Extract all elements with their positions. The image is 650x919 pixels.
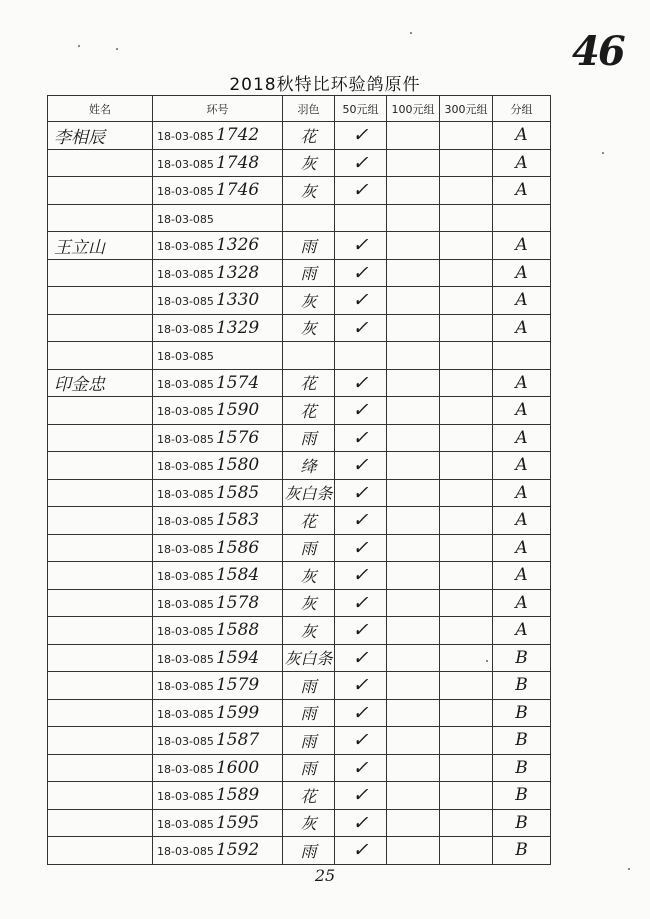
- group-50-check-cell: ✓: [335, 782, 387, 810]
- ring-handwritten-number: 1742: [215, 125, 260, 146]
- feather-color-cell: 雨: [283, 837, 335, 865]
- ring-number-cell: [153, 122, 283, 150]
- ring-prefix: 18-03-085: [157, 515, 214, 529]
- registration-table-wrap: [47, 95, 551, 865]
- page-number: 46: [572, 28, 624, 75]
- ring-prefix: 18-03-085: [157, 487, 214, 501]
- ring-number-cell: [153, 397, 283, 425]
- table-row: [48, 699, 551, 727]
- group-50-check-cell: ✓: [335, 589, 387, 617]
- group-100-check-cell: [387, 644, 440, 672]
- group-letter-cell: A: [493, 259, 551, 287]
- scan-speck: [628, 868, 630, 870]
- table-row: [48, 397, 551, 425]
- ring-handwritten-number: 1583: [215, 510, 260, 531]
- ring-number-cell: [153, 672, 283, 700]
- ring-number-cell: [153, 204, 283, 232]
- owner-name-cell: [48, 644, 153, 672]
- group-letter-cell: A: [493, 122, 551, 150]
- group-50-check-cell: ✓: [335, 507, 387, 535]
- group-100-check-cell: [387, 259, 440, 287]
- group-300-check-cell: [440, 452, 493, 480]
- table-row: [48, 479, 551, 507]
- group-300-check-cell: [440, 782, 493, 810]
- group-50-check-cell: ✓: [335, 727, 387, 755]
- owner-name-cell: [48, 672, 153, 700]
- group-100-check-cell: [387, 369, 440, 397]
- group-100-check-cell: [387, 149, 440, 177]
- owner-name-cell: [48, 617, 153, 645]
- group-300-check-cell: [440, 507, 493, 535]
- table-row: [48, 672, 551, 700]
- feather-color-cell: 灰: [283, 617, 335, 645]
- group-50-check-cell: ✓: [335, 617, 387, 645]
- ring-number-cell: [153, 534, 283, 562]
- group-100-check-cell: [387, 617, 440, 645]
- group-50-check-cell: ✓: [335, 809, 387, 837]
- ring-prefix: 18-03-085: [157, 212, 214, 226]
- table-row: [48, 122, 551, 150]
- owner-name-cell: [48, 562, 153, 590]
- group-100-check-cell: [387, 562, 440, 590]
- group-300-check-cell: [440, 837, 493, 865]
- feather-color-cell: 花: [283, 397, 335, 425]
- ring-handwritten-number: 1595: [215, 812, 260, 833]
- table-row: [48, 837, 551, 865]
- ring-prefix: 18-03-085: [157, 680, 214, 694]
- group-100-check-cell: [387, 177, 440, 205]
- group-50-check-cell: ✓: [335, 177, 387, 205]
- ring-handwritten-number: 1330: [215, 290, 260, 311]
- ring-handwritten-number: 1578: [215, 592, 260, 613]
- group-100-check-cell: [387, 837, 440, 865]
- registration-table: [47, 95, 551, 865]
- owner-name-cell: 李相辰: [48, 122, 153, 150]
- ring-prefix: 18-03-085: [157, 652, 214, 666]
- feather-color-cell: 花: [283, 122, 335, 150]
- ring-handwritten-number: 1592: [215, 840, 260, 861]
- group-letter-cell: A: [493, 424, 551, 452]
- group-50-check-cell: ✓: [335, 754, 387, 782]
- group-50-check-cell: ✓: [335, 369, 387, 397]
- table-row: [48, 314, 551, 342]
- ring-number-cell: [153, 644, 283, 672]
- ring-number-cell: [153, 259, 283, 287]
- ring-handwritten-number: 1585: [215, 482, 260, 503]
- group-letter-cell: A: [493, 479, 551, 507]
- group-100-check-cell: [387, 782, 440, 810]
- scan-speck: [116, 48, 118, 50]
- group-50-check-cell: ✓: [335, 259, 387, 287]
- group-letter-cell: A: [493, 287, 551, 315]
- ring-prefix: 18-03-085: [157, 432, 214, 446]
- group-300-check-cell: [440, 122, 493, 150]
- ring-number-cell: [153, 424, 283, 452]
- ring-prefix: 18-03-085: [157, 267, 214, 281]
- table-row: [48, 424, 551, 452]
- ring-prefix: 18-03-085: [157, 185, 214, 199]
- group-letter-cell: A: [493, 177, 551, 205]
- ring-prefix: 18-03-085: [157, 350, 214, 364]
- owner-name-cell: 王立山: [48, 232, 153, 260]
- group-50-check-cell: ✓: [335, 452, 387, 480]
- footer-page-number: 25: [314, 866, 336, 885]
- owner-name-cell: [48, 727, 153, 755]
- owner-name-cell: [48, 287, 153, 315]
- owner-name-cell: [48, 424, 153, 452]
- header-group: 分组: [493, 96, 551, 122]
- scan-speck: [486, 660, 488, 662]
- ring-handwritten-number: 1580: [215, 455, 260, 476]
- group-300-check-cell: [440, 809, 493, 837]
- ring-number-cell: [153, 452, 283, 480]
- group-100-check-cell: [387, 507, 440, 535]
- group-50-check-cell: ✓: [335, 287, 387, 315]
- header-100-group: 100元组: [387, 96, 440, 122]
- ring-prefix: 18-03-085: [157, 157, 214, 171]
- ring-prefix: 18-03-085: [157, 597, 214, 611]
- ring-handwritten-number: 1748: [215, 152, 260, 173]
- feather-color-cell: 灰白条: [283, 479, 335, 507]
- ring-handwritten-number: 1329: [215, 317, 260, 338]
- ring-prefix: 18-03-085: [157, 845, 214, 859]
- group-letter-cell: B: [493, 754, 551, 782]
- ring-number-cell: [153, 177, 283, 205]
- owner-name-cell: [48, 837, 153, 865]
- owner-name-cell: [48, 177, 153, 205]
- group-letter-cell: A: [493, 397, 551, 425]
- feather-color-cell: 灰白条: [283, 644, 335, 672]
- ring-handwritten-number: 1579: [215, 675, 260, 696]
- feather-color-cell: 雨: [283, 534, 335, 562]
- group-300-check-cell: [440, 177, 493, 205]
- group-letter-cell: B: [493, 699, 551, 727]
- group-300-check-cell: [440, 644, 493, 672]
- table-row: [48, 369, 551, 397]
- group-100-check-cell: [387, 314, 440, 342]
- group-50-check-cell: ✓: [335, 672, 387, 700]
- group-300-check-cell: [440, 149, 493, 177]
- group-letter-cell: A: [493, 314, 551, 342]
- owner-name-cell: [48, 259, 153, 287]
- ring-prefix: 18-03-085: [157, 542, 214, 556]
- header-300-group: 300元组: [440, 96, 493, 122]
- header-color: 羽色: [283, 96, 335, 122]
- group-300-check-cell: [440, 589, 493, 617]
- feather-color-cell: 雨: [283, 424, 335, 452]
- ring-number-cell: [153, 617, 283, 645]
- feather-color-cell: 雨: [283, 259, 335, 287]
- owner-name-cell: [48, 589, 153, 617]
- group-50-check-cell: ✓: [335, 699, 387, 727]
- feather-color-cell: 雨: [283, 232, 335, 260]
- group-letter-cell: A: [493, 149, 551, 177]
- group-letter-cell: A: [493, 452, 551, 480]
- ring-number-cell: [153, 699, 283, 727]
- owner-name-cell: 印金忠: [48, 369, 153, 397]
- group-100-check-cell: [387, 754, 440, 782]
- table-row: [48, 232, 551, 260]
- owner-name-cell: [48, 507, 153, 535]
- group-100-check-cell: [387, 672, 440, 700]
- header-row: [48, 96, 551, 122]
- feather-color-cell: 灰: [283, 314, 335, 342]
- ring-prefix: 18-03-085: [157, 377, 214, 391]
- group-50-check-cell: [335, 204, 387, 232]
- ring-number-cell: [153, 369, 283, 397]
- group-letter-cell: B: [493, 727, 551, 755]
- feather-color-cell: [283, 204, 335, 232]
- table-row: [48, 644, 551, 672]
- sheet-title: 2018秋特比环验鸽原件: [229, 75, 421, 95]
- ring-handwritten-number: 1594: [215, 647, 260, 668]
- table-row: [48, 342, 551, 370]
- ring-number-cell: [153, 149, 283, 177]
- ring-number-cell: [153, 754, 283, 782]
- group-300-check-cell: [440, 699, 493, 727]
- group-50-check-cell: ✓: [335, 644, 387, 672]
- feather-color-cell: 花: [283, 507, 335, 535]
- ring-number-cell: [153, 314, 283, 342]
- ring-prefix: 18-03-085: [157, 405, 214, 419]
- group-letter-cell: B: [493, 644, 551, 672]
- group-300-check-cell: [440, 204, 493, 232]
- group-300-check-cell: [440, 259, 493, 287]
- group-letter-cell: A: [493, 589, 551, 617]
- group-50-check-cell: ✓: [335, 534, 387, 562]
- feather-color-cell: 花: [283, 782, 335, 810]
- group-300-check-cell: [440, 534, 493, 562]
- owner-name-cell: [48, 699, 153, 727]
- ring-number-cell: [153, 287, 283, 315]
- ring-number-cell: [153, 727, 283, 755]
- feather-color-cell: [283, 342, 335, 370]
- scan-speck: [602, 152, 604, 154]
- owner-name-cell: [48, 314, 153, 342]
- group-letter-cell: A: [493, 534, 551, 562]
- owner-name-cell: [48, 754, 153, 782]
- group-50-check-cell: ✓: [335, 314, 387, 342]
- group-100-check-cell: [387, 699, 440, 727]
- table-row: [48, 782, 551, 810]
- group-300-check-cell: [440, 562, 493, 590]
- ring-prefix: 18-03-085: [157, 817, 214, 831]
- table-row: [48, 287, 551, 315]
- ring-handwritten-number: 1574: [215, 372, 260, 393]
- ring-prefix: 18-03-085: [157, 762, 214, 776]
- header-50-group: 50元组: [335, 96, 387, 122]
- feather-color-cell: 灰: [283, 809, 335, 837]
- ring-handwritten-number: 1328: [215, 262, 260, 283]
- group-letter-cell: A: [493, 369, 551, 397]
- group-100-check-cell: [387, 424, 440, 452]
- owner-name-cell: [48, 149, 153, 177]
- ring-handwritten-number: 1584: [215, 565, 260, 586]
- group-100-check-cell: [387, 287, 440, 315]
- group-letter-cell: [493, 204, 551, 232]
- ring-prefix: 18-03-085: [157, 570, 214, 584]
- group-50-check-cell: ✓: [335, 479, 387, 507]
- owner-name-cell: [48, 342, 153, 370]
- owner-name-cell: [48, 204, 153, 232]
- scan-speck: [410, 32, 412, 34]
- group-letter-cell: [493, 342, 551, 370]
- group-300-check-cell: [440, 424, 493, 452]
- owner-name-cell: [48, 809, 153, 837]
- ring-handwritten-number: 1588: [215, 620, 260, 641]
- ring-handwritten-number: 1576: [215, 427, 260, 448]
- group-100-check-cell: [387, 809, 440, 837]
- ring-prefix: 18-03-085: [157, 790, 214, 804]
- ring-number-cell: [153, 479, 283, 507]
- table-row: [48, 452, 551, 480]
- group-300-check-cell: [440, 479, 493, 507]
- group-letter-cell: A: [493, 232, 551, 260]
- ring-handwritten-number: 1746: [215, 180, 260, 201]
- group-100-check-cell: [387, 452, 440, 480]
- ring-handwritten-number: 1599: [215, 702, 260, 723]
- owner-name-cell: [48, 397, 153, 425]
- ring-prefix: 18-03-085: [157, 130, 214, 144]
- owner-name-cell: [48, 534, 153, 562]
- feather-color-cell: 灰: [283, 177, 335, 205]
- ring-prefix: 18-03-085: [157, 625, 214, 639]
- feather-color-cell: 绛: [283, 452, 335, 480]
- table-row: [48, 809, 551, 837]
- ring-handwritten-number: 1586: [215, 537, 260, 558]
- ring-prefix: 18-03-085: [157, 460, 214, 474]
- table-row: [48, 562, 551, 590]
- scan-speck: [78, 45, 80, 47]
- group-100-check-cell: [387, 589, 440, 617]
- group-100-check-cell: [387, 232, 440, 260]
- group-50-check-cell: ✓: [335, 122, 387, 150]
- ring-number-cell: [153, 782, 283, 810]
- group-letter-cell: B: [493, 809, 551, 837]
- group-300-check-cell: [440, 369, 493, 397]
- ring-number-cell: [153, 809, 283, 837]
- group-100-check-cell: [387, 342, 440, 370]
- feather-color-cell: 灰: [283, 562, 335, 590]
- ring-number-cell: [153, 837, 283, 865]
- feather-color-cell: 花: [283, 369, 335, 397]
- group-50-check-cell: ✓: [335, 232, 387, 260]
- ring-handwritten-number: 1600: [215, 757, 260, 778]
- group-50-check-cell: ✓: [335, 149, 387, 177]
- feather-color-cell: 雨: [283, 672, 335, 700]
- ring-prefix: 18-03-085: [157, 322, 214, 336]
- ring-number-cell: [153, 562, 283, 590]
- group-300-check-cell: [440, 314, 493, 342]
- group-100-check-cell: [387, 397, 440, 425]
- group-50-check-cell: ✓: [335, 424, 387, 452]
- group-100-check-cell: [387, 479, 440, 507]
- ring-number-cell: [153, 589, 283, 617]
- group-50-check-cell: ✓: [335, 397, 387, 425]
- feather-color-cell: 灰: [283, 149, 335, 177]
- group-300-check-cell: [440, 727, 493, 755]
- group-100-check-cell: [387, 204, 440, 232]
- group-300-check-cell: [440, 672, 493, 700]
- ring-handwritten-number: 1326: [215, 235, 260, 256]
- group-100-check-cell: [387, 534, 440, 562]
- ring-prefix: 18-03-085: [157, 735, 214, 749]
- ring-prefix: 18-03-085: [157, 295, 214, 309]
- table-row: [48, 534, 551, 562]
- table-row: [48, 259, 551, 287]
- group-letter-cell: B: [493, 837, 551, 865]
- table-row: [48, 617, 551, 645]
- ring-prefix: 18-03-085: [157, 240, 214, 254]
- group-letter-cell: A: [493, 617, 551, 645]
- feather-color-cell: 雨: [283, 754, 335, 782]
- table-row: [48, 177, 551, 205]
- group-50-check-cell: ✓: [335, 562, 387, 590]
- ring-number-cell: [153, 507, 283, 535]
- ring-number-cell: [153, 342, 283, 370]
- group-300-check-cell: [440, 397, 493, 425]
- table-row: [48, 754, 551, 782]
- feather-color-cell: 灰: [283, 287, 335, 315]
- group-50-check-cell: ✓: [335, 837, 387, 865]
- group-300-check-cell: [440, 617, 493, 645]
- header-ring: 环号: [153, 96, 283, 122]
- group-letter-cell: B: [493, 672, 551, 700]
- group-letter-cell: B: [493, 782, 551, 810]
- group-300-check-cell: [440, 232, 493, 260]
- table-row: [48, 727, 551, 755]
- table-row: [48, 507, 551, 535]
- group-letter-cell: A: [493, 562, 551, 590]
- ring-number-cell: [153, 232, 283, 260]
- owner-name-cell: [48, 452, 153, 480]
- group-300-check-cell: [440, 287, 493, 315]
- ring-handwritten-number: 1589: [215, 785, 260, 806]
- group-300-check-cell: [440, 754, 493, 782]
- table-row: [48, 204, 551, 232]
- header-name: 姓名: [48, 96, 153, 122]
- owner-name-cell: [48, 479, 153, 507]
- feather-color-cell: 雨: [283, 699, 335, 727]
- owner-name-cell: [48, 782, 153, 810]
- group-300-check-cell: [440, 342, 493, 370]
- feather-color-cell: 雨: [283, 727, 335, 755]
- group-letter-cell: A: [493, 507, 551, 535]
- table-body: [48, 122, 551, 865]
- group-50-check-cell: [335, 342, 387, 370]
- group-100-check-cell: [387, 122, 440, 150]
- group-100-check-cell: [387, 727, 440, 755]
- table-row: [48, 149, 551, 177]
- feather-color-cell: 灰: [283, 589, 335, 617]
- ring-prefix: 18-03-085: [157, 707, 214, 721]
- ring-handwritten-number: 1590: [215, 400, 260, 421]
- table-row: [48, 589, 551, 617]
- ring-handwritten-number: 1587: [215, 730, 260, 751]
